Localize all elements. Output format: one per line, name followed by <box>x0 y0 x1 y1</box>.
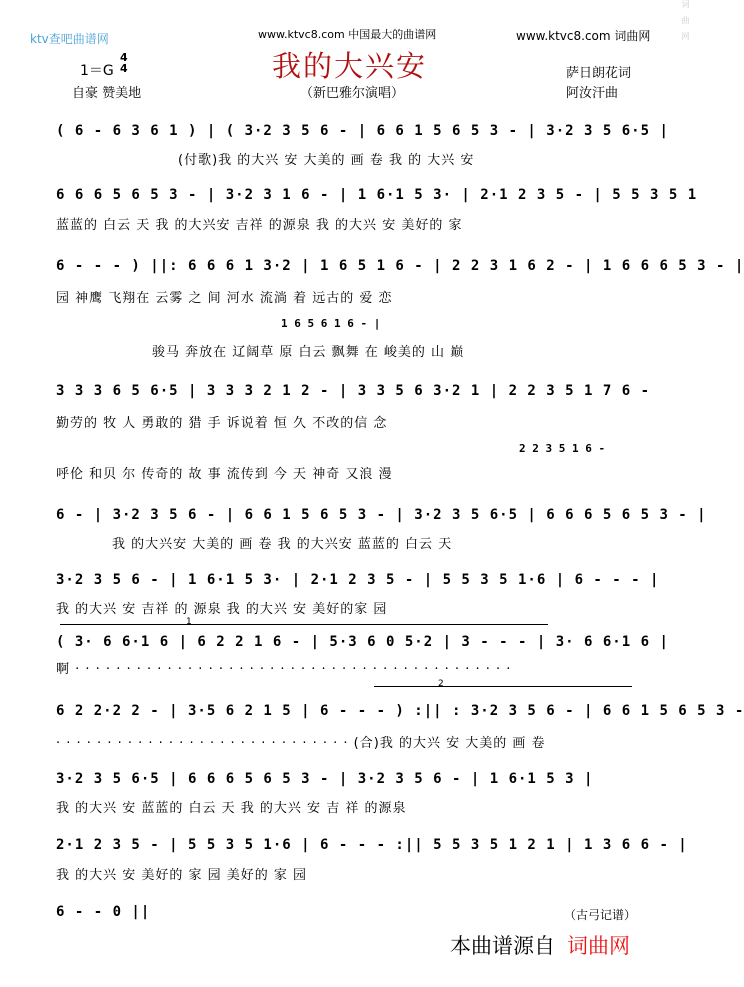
song-title: 我的大兴安 <box>272 49 428 83</box>
lyricist-credit: 萨日朗花词 <box>566 66 632 81</box>
lyric-line-4: 骏马 奔放在 辽阔草 原 白云 飘舞 在 峻美的 山 巅 <box>152 345 465 360</box>
key-signature: 1＝G <box>80 63 114 79</box>
volta-1-bracket <box>60 624 548 625</box>
notation-line-4: 1 6 5 6 1 6 - | <box>281 317 381 330</box>
time-numerator: 4 <box>120 51 128 64</box>
notation-line-5: 3 3 3 6 5 6·5 | 3 3 3 2 1 2 - | 3 3 5 6 3·2 1 | 2 2 3 5 1 7 6 - <box>56 383 651 399</box>
performance-style: 自豪 赞美地 <box>72 86 142 101</box>
side-watermark-left <box>0 0 14 987</box>
notation-line-10: 6 2 2·2 2 - | 3·5 6 2 1 5 | 6 - - - ) :|| : 3·2 3 5 6 - | 6 6 1 5 6 5 3 - <box>56 703 744 719</box>
singer-credit: （新巴雅尔演唱） <box>300 86 405 101</box>
source-note <box>450 930 630 960</box>
notation-line-12: 2·1 2 3 5 - | 5 5 3 5 1·6 | 6 - - - :|| 5 5 3 5 1 2 1 | 1 3 6 6 - | <box>56 837 688 853</box>
lyric-line-11: 我 的大兴 安 蓝蓝的 白云 天 我 的大兴 安 吉 祥 的源泉 <box>56 801 407 816</box>
lyric-line-8: 我 的大兴 安 吉祥 的 源泉 我 的大兴 安 美好的家 园 <box>56 602 388 617</box>
lyric-line-12: 我 的大兴 安 美好的 家 园 美好的 家 园 <box>56 868 308 883</box>
lyric-line-6: 呼伦 和贝 尔 传奇的 故 事 流传到 今 天 神奇 又浪 漫 <box>56 467 393 482</box>
volta-2-number: 2 <box>438 679 444 689</box>
notation-line-7: 6 - | 3·2 3 5 6 - | 6 6 1 5 6 5 3 - | 3·2 3 5 6·5 | 6 6 6 5 6 5 3 - | <box>56 507 707 523</box>
time-denominator: 4 <box>120 62 128 75</box>
volta-1-number: 1 <box>186 617 192 627</box>
lyric-line-7: 我 的大兴安 大美的 画 卷 我 的大兴安 蓝蓝的 白云 天 <box>112 537 453 552</box>
time-signature <box>120 52 128 74</box>
site-url-right: www.ktvc8.com 词曲网 <box>516 29 651 43</box>
notation-line-3: 6 - - - ) ||: 6 6 6 1 3·2 | 1 6 5 1 6 - | 2 2 3 1 6 2 - | 1 6 6 6 5 3 - | <box>56 258 744 274</box>
side-watermark-right: 词曲网 <box>681 0 690 48</box>
notation-line-2: 6 6 6 5 6 5 3 - | 3·2 3 1 6 - | 1 6·1 5 3· | 2·1 2 3 5 - | 5 5 3 5 1 <box>56 187 698 203</box>
composer-credit: 阿汝汗曲 <box>566 86 619 101</box>
notation-line-13: 6 - - 0 || <box>56 904 151 920</box>
notation-line-1: ( 6 - 6 3 6 1 ) | ( 3·2 3 5 6 - | 6 6 1 5 6 5 3 - | 3·2 3 5 6·5 | <box>56 123 669 139</box>
notation-line-8: 3·2 3 5 6 - | 1 6·1 5 3· | 2·1 2 3 5 - | 5 5 3 5 1·6 | 6 - - - | <box>56 572 660 588</box>
brand-watermark: ktv查吧曲谱网 <box>30 32 109 46</box>
lyric-line-3: 园 神鹰 飞翔在 云雾 之 间 河水 流淌 着 远古的 爱 恋 <box>56 291 393 306</box>
lyric-line-1: (付歌)我 的大兴 安 大美的 画 卷 我 的 大兴 安 <box>178 153 475 168</box>
notation-line-9: ( 3· 6 6·1 6 | 6 2 2 1 6 - | 5·3 6 0 5·2 | 3 - - - | 3· 6 6·1 6 | <box>56 634 669 650</box>
transcriber-credit: （古弓记谱） <box>564 908 637 922</box>
lyric-line-9: 啊 · · · · · · · · · · · · · · · · · · · · · · · · · · · · · · · · · · · · · · · · · · · <box>56 662 512 677</box>
lyric-line-2: 蓝蓝的 白云 天 我 的大兴安 吉祥 的源泉 我 的大兴 安 美好的 家 <box>56 218 463 233</box>
lyric-line-5: 勤劳的 牧 人 勇敢的 猎 手 诉说着 恒 久 不改的信 念 <box>56 416 388 431</box>
source-brand: 词曲网 <box>567 934 630 958</box>
notation-line-11: 3·2 3 5 6·5 | 6 6 6 5 6 5 3 - | 3·2 3 5 6 - | 1 6·1 5 3 | <box>56 771 594 787</box>
site-url-center: www.ktvc8.com 中国最大的曲谱网 <box>258 28 437 41</box>
lyric-line-10: · · · · · · · · · · · · · · · · · · · · · · · · · · · · · (合)我 的大兴 安 大美的 画 卷 <box>56 736 546 751</box>
source-prefix: 本曲谱源自 <box>450 934 555 958</box>
volta-2-bracket <box>374 686 632 687</box>
notation-line-6: 2 2 3 5 1 6 - <box>519 442 606 455</box>
